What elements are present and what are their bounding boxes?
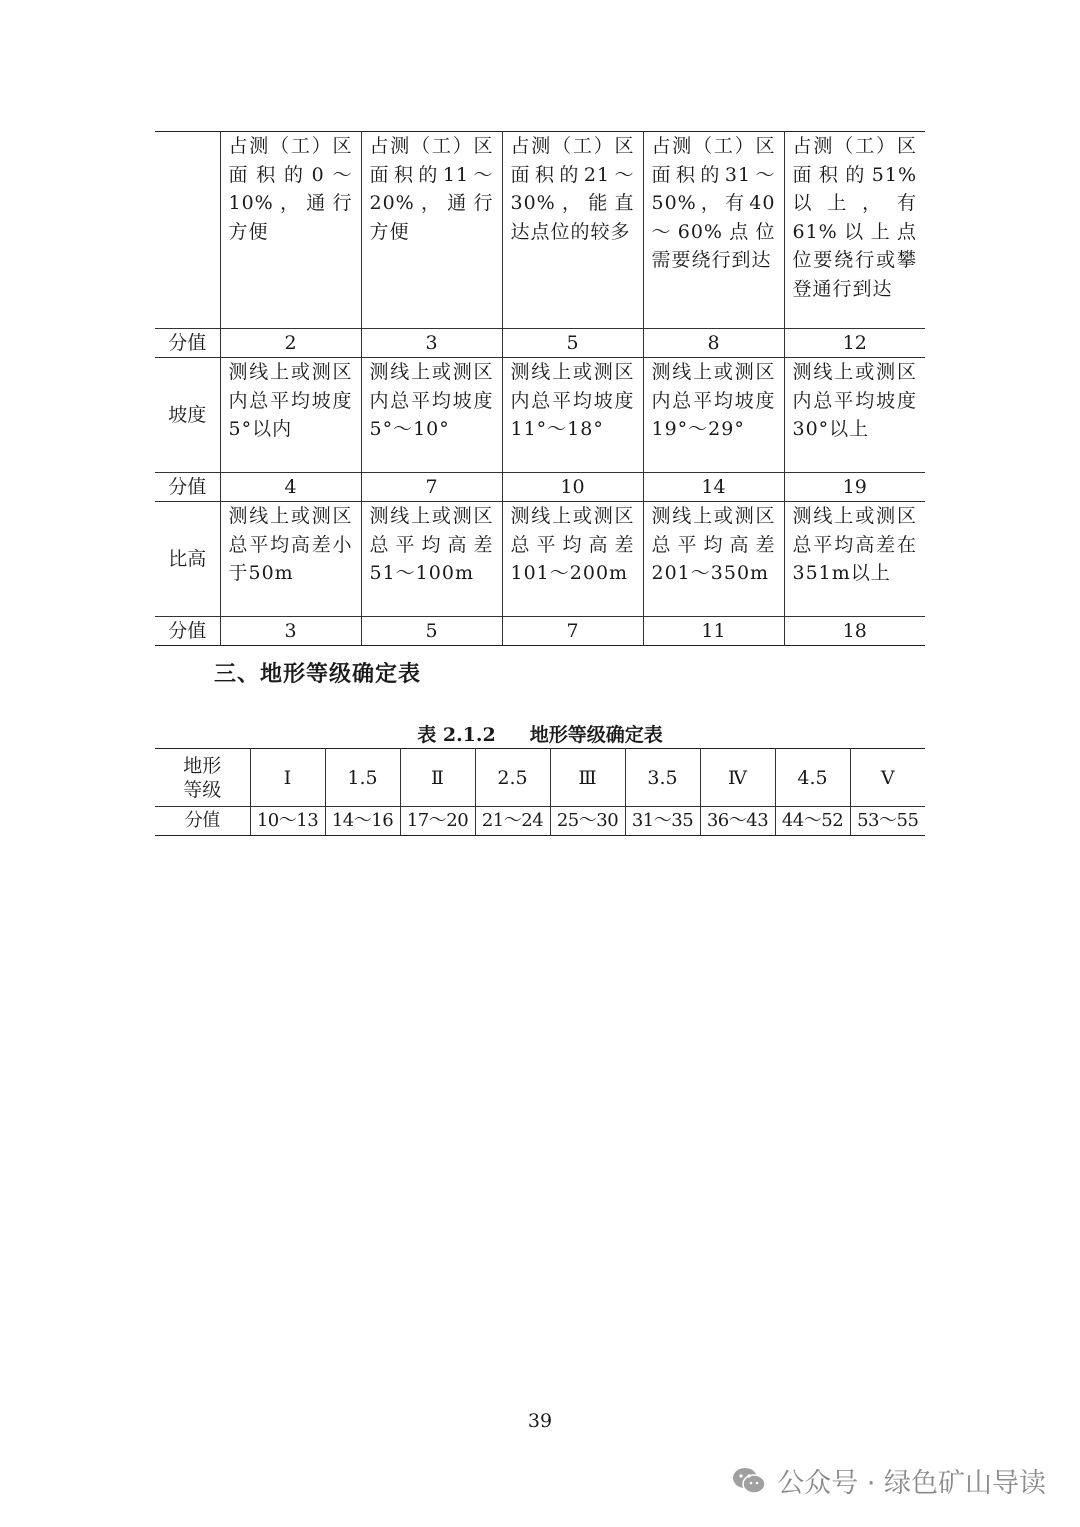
table-cell: 测线上或测区内总平均坡度5°以内 bbox=[220, 358, 361, 473]
table-cell: 测线上或测区总平均高差201～350m bbox=[643, 502, 784, 617]
row-label: 分值 bbox=[155, 329, 220, 358]
row-label: 地形等级 bbox=[155, 749, 250, 807]
wechat-icon bbox=[731, 1466, 767, 1496]
table-cell: 18 bbox=[784, 617, 925, 646]
table-caption-title: 地形等级确定表 bbox=[529, 724, 663, 746]
score-cell: 17～20 bbox=[400, 807, 475, 836]
row-label: 分值 bbox=[155, 473, 220, 502]
score-cell: 36～43 bbox=[700, 807, 775, 836]
table-cell: 测线上或测区总平均高差在351m以上 bbox=[784, 502, 925, 617]
table-row bbox=[155, 132, 925, 329]
row-label: 比高 bbox=[155, 502, 220, 617]
table-cell: 测线上或测区内总平均坡度19°～29° bbox=[643, 358, 784, 473]
watermark-text: 公众号 · 绿色矿山导读 bbox=[777, 1468, 1046, 1499]
table-cell: 14 bbox=[643, 473, 784, 502]
row-label: 分值 bbox=[155, 617, 220, 646]
table-cell: 2 bbox=[220, 329, 361, 358]
table-cell: 8 bbox=[643, 329, 784, 358]
score-cell: 14～16 bbox=[325, 807, 400, 836]
table-cell: 5 bbox=[361, 617, 502, 646]
grade-cell: Ⅳ bbox=[700, 749, 775, 807]
grade-cell: Ⅴ bbox=[850, 749, 925, 807]
table-cell: 11 bbox=[643, 617, 784, 646]
table-cell: 测线上或测区总平均高差小于50m bbox=[220, 502, 361, 617]
grade-cell: 1.5 bbox=[325, 749, 400, 807]
score-cell: 21～24 bbox=[475, 807, 550, 836]
table-cell: 7 bbox=[361, 473, 502, 502]
table-cell: 测线上或测区内总平均坡度11°～18° bbox=[502, 358, 643, 473]
table-cell: 7 bbox=[502, 617, 643, 646]
score-cell: 31～35 bbox=[625, 807, 700, 836]
score-cell: 53～55 bbox=[850, 807, 925, 836]
table-row bbox=[155, 807, 925, 836]
row-label: 分值 bbox=[155, 807, 250, 836]
grade-cell: Ⅰ bbox=[250, 749, 325, 807]
table-cell: 10 bbox=[502, 473, 643, 502]
table-row bbox=[155, 502, 925, 617]
table-cell: 3 bbox=[361, 329, 502, 358]
score-cell: 10～13 bbox=[250, 807, 325, 836]
watermark bbox=[731, 1461, 1046, 1500]
table-cell: 占测（工）区面积的21～30%，能直达点位的较多 bbox=[502, 132, 643, 329]
page-number: 39 bbox=[527, 1410, 553, 1432]
row-label: 坡度 bbox=[155, 358, 220, 473]
table-row bbox=[155, 617, 925, 646]
table-cell: 占测（工）区面积的0～10%，通行方便 bbox=[220, 132, 361, 329]
table-cell: 测线上或测区内总平均坡度5°～10° bbox=[361, 358, 502, 473]
table-cell: 12 bbox=[784, 329, 925, 358]
grade-cell: 4.5 bbox=[775, 749, 850, 807]
table-cell: 4 bbox=[220, 473, 361, 502]
grade-cell: 2.5 bbox=[475, 749, 550, 807]
table-cell: 3 bbox=[220, 617, 361, 646]
table-row bbox=[155, 358, 925, 473]
table-caption-number: 表 2.1.2 bbox=[417, 724, 496, 746]
table-cell: 19 bbox=[784, 473, 925, 502]
table-row bbox=[155, 329, 925, 358]
table-cell: 5 bbox=[502, 329, 643, 358]
table-row bbox=[155, 473, 925, 502]
table-cell: 测线上或测区总平均高差51～100m bbox=[361, 502, 502, 617]
grade-cell: Ⅲ bbox=[550, 749, 625, 807]
table-cell: 测线上或测区内总平均坡度30°以上 bbox=[784, 358, 925, 473]
table-cell: 测线上或测区总平均高差101～200m bbox=[502, 502, 643, 617]
table-caption bbox=[0, 720, 1080, 747]
terrain-grade-table bbox=[155, 748, 925, 836]
section-heading: 三、地形等级确定表 bbox=[214, 661, 422, 687]
table-row bbox=[155, 749, 925, 807]
score-cell: 44～52 bbox=[775, 807, 850, 836]
terrain-criteria-table bbox=[155, 131, 925, 646]
grade-cell: Ⅱ bbox=[400, 749, 475, 807]
score-cell: 25～30 bbox=[550, 807, 625, 836]
table-cell: 占测（工）区面积的11～20%，通行方便 bbox=[361, 132, 502, 329]
table-cell: 占测（工）区面积的51%以上，有61%以上点位要绕行或攀登通行到达 bbox=[784, 132, 925, 329]
table-cell: 占测（工）区面积的31～50%，有40～60%点位需要绕行到达 bbox=[643, 132, 784, 329]
row-label bbox=[155, 132, 220, 329]
grade-cell: 3.5 bbox=[625, 749, 700, 807]
